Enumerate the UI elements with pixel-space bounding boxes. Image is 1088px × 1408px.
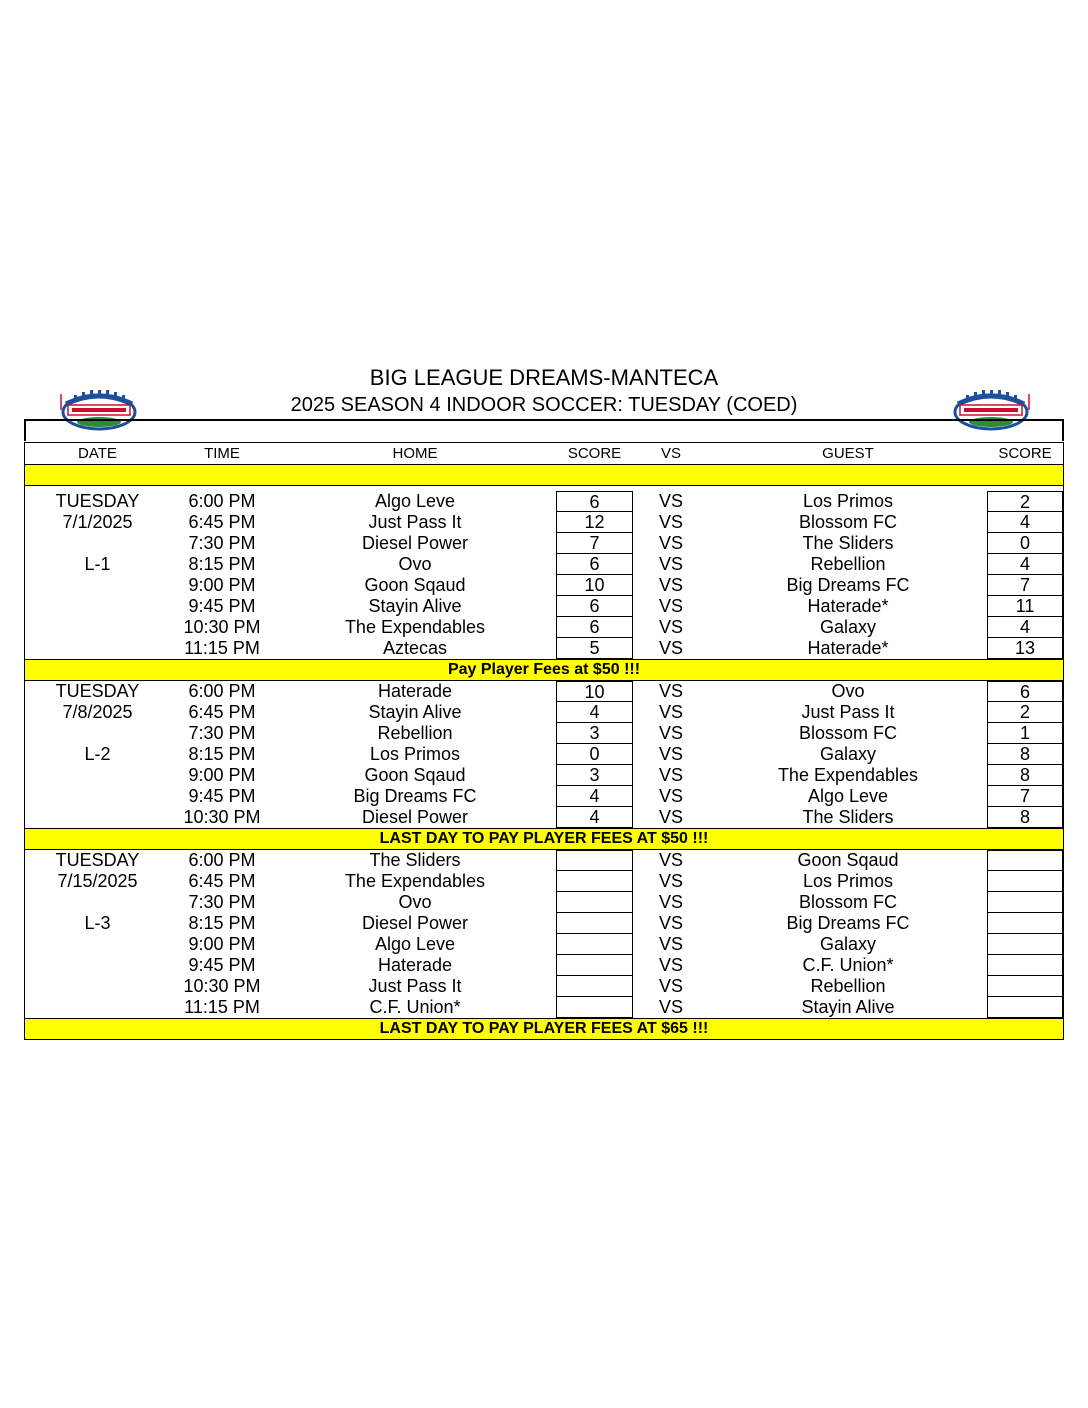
guest-team-cell: Algo Leve bbox=[807, 786, 889, 806]
vs-cell: VS bbox=[658, 976, 683, 996]
vs-cell: VS bbox=[658, 871, 683, 891]
guest-score-cell: 7 bbox=[987, 786, 1063, 807]
date-cell bbox=[25, 575, 170, 596]
guest-team-cell: Big Dreams FC bbox=[786, 575, 910, 595]
vs-cell: VS bbox=[658, 850, 683, 870]
page-subtitle: 2025 SEASON 4 INDOOR SOCCER: TUESDAY (COED) bbox=[290, 394, 798, 416]
guest-score-cell bbox=[987, 913, 1063, 934]
table-row bbox=[25, 617, 1063, 638]
time-cell: 10:30 PM bbox=[183, 807, 261, 827]
guest-score-cell: 0 bbox=[987, 533, 1063, 554]
column-header-home-score: SCORE bbox=[567, 445, 622, 462]
table-row bbox=[25, 702, 1063, 723]
home-score-cell bbox=[556, 955, 633, 976]
guest-score-cell: 2 bbox=[987, 702, 1063, 723]
time-cell: 9:00 PM bbox=[188, 765, 256, 785]
vs-cell: VS bbox=[658, 512, 683, 532]
guest-team-cell: Haterade* bbox=[807, 638, 889, 658]
home-team-cell: Stayin Alive bbox=[368, 702, 462, 722]
home-team-cell: Algo Leve bbox=[374, 491, 456, 511]
home-score-cell bbox=[556, 913, 633, 934]
home-team-cell: Diesel Power bbox=[361, 533, 469, 553]
home-team-cell: Stayin Alive bbox=[368, 596, 462, 616]
time-cell: 9:45 PM bbox=[188, 596, 256, 616]
fee-notice-banner: Pay Player Fees at $50 !!! bbox=[25, 659, 1063, 681]
guest-team-cell: The Sliders bbox=[802, 533, 894, 553]
vs-cell: VS bbox=[658, 807, 683, 827]
vs-cell: VS bbox=[658, 913, 683, 933]
home-score-cell: 3 bbox=[556, 765, 633, 786]
date-cell bbox=[25, 723, 170, 744]
time-cell: 9:00 PM bbox=[188, 934, 256, 954]
date-cell bbox=[25, 596, 170, 617]
vs-cell: VS bbox=[658, 723, 683, 743]
table-row bbox=[25, 765, 1063, 786]
table-row bbox=[25, 638, 1063, 659]
vs-cell: VS bbox=[658, 596, 683, 616]
home-score-cell: 0 bbox=[556, 744, 633, 765]
table-row bbox=[25, 955, 1063, 976]
home-team-cell: Ovo bbox=[398, 892, 432, 912]
table-row bbox=[25, 596, 1063, 617]
home-team-cell: Goon Sqaud bbox=[364, 765, 466, 785]
guest-team-cell: Blossom FC bbox=[798, 512, 897, 532]
date-cell bbox=[25, 976, 170, 997]
table-row bbox=[25, 786, 1063, 807]
date-cell: 7/1/2025 bbox=[62, 512, 133, 532]
fee-notice-banner: LAST DAY TO PAY PLAYER FEES AT $65 !!! bbox=[25, 1018, 1063, 1039]
home-team-cell: Big Dreams FC bbox=[353, 786, 477, 806]
date-cell bbox=[25, 786, 170, 807]
guest-team-cell: Stayin Alive bbox=[801, 997, 895, 1017]
time-cell: 6:00 PM bbox=[188, 491, 256, 511]
guest-score-cell: 4 bbox=[987, 512, 1063, 533]
vs-cell: VS bbox=[658, 617, 683, 637]
guest-score-cell bbox=[987, 976, 1063, 997]
date-cell bbox=[25, 807, 170, 828]
vs-cell: VS bbox=[658, 786, 683, 806]
date-cell bbox=[25, 892, 170, 913]
time-cell: 9:45 PM bbox=[188, 786, 256, 806]
column-header-time: TIME bbox=[204, 445, 240, 462]
column-header-guest: GUEST bbox=[822, 445, 874, 462]
time-cell: 11:15 PM bbox=[184, 997, 260, 1017]
home-team-cell: The Expendables bbox=[344, 617, 486, 637]
schedule-table bbox=[24, 442, 1064, 1040]
guest-score-cell: 8 bbox=[987, 744, 1063, 765]
home-team-cell: C.F. Union* bbox=[369, 997, 461, 1017]
time-cell: 7:30 PM bbox=[188, 533, 256, 553]
time-cell: 8:15 PM bbox=[188, 554, 256, 574]
guest-team-cell: The Expendables bbox=[777, 765, 919, 785]
time-cell: 6:00 PM bbox=[188, 850, 256, 870]
guest-team-cell: Blossom FC bbox=[798, 892, 897, 912]
guest-score-cell bbox=[987, 850, 1063, 871]
guest-score-cell: 4 bbox=[987, 617, 1063, 638]
column-header-guest-score: SCORE bbox=[998, 445, 1052, 462]
guest-score-cell bbox=[987, 997, 1063, 1018]
vs-cell: VS bbox=[658, 997, 683, 1017]
home-team-cell: Algo Leve bbox=[374, 934, 456, 954]
table-row bbox=[25, 807, 1063, 828]
vs-cell: VS bbox=[658, 681, 683, 701]
guest-team-cell: Ovo bbox=[831, 681, 865, 701]
home-score-cell: 7 bbox=[556, 533, 633, 554]
guest-team-cell: Blossom FC bbox=[798, 723, 897, 743]
date-cell bbox=[25, 955, 170, 976]
home-team-cell: Ovo bbox=[398, 554, 432, 574]
guest-score-cell bbox=[987, 934, 1063, 955]
table-row bbox=[25, 744, 1063, 765]
home-team-cell: Diesel Power bbox=[361, 913, 469, 933]
guest-team-cell: Haterade* bbox=[807, 596, 889, 616]
vs-cell: VS bbox=[658, 955, 683, 975]
time-cell: 10:30 PM bbox=[183, 617, 261, 637]
date-cell: 7/8/2025 bbox=[62, 702, 133, 722]
guest-score-cell: 8 bbox=[987, 807, 1063, 828]
home-team-cell: Just Pass It bbox=[368, 976, 462, 996]
guest-score-cell: 7 bbox=[987, 575, 1063, 596]
time-cell: 8:15 PM bbox=[188, 744, 256, 764]
guest-team-cell: The Sliders bbox=[802, 807, 894, 827]
table-header bbox=[25, 443, 1063, 465]
table-row bbox=[25, 934, 1063, 955]
home-team-cell: Haterade bbox=[377, 681, 453, 701]
date-cell bbox=[25, 765, 170, 786]
table-row bbox=[25, 533, 1063, 554]
date-cell: L-3 bbox=[84, 913, 111, 933]
guest-score-cell: 13 bbox=[987, 638, 1063, 659]
home-score-cell: 3 bbox=[556, 723, 633, 744]
column-header-vs: VS bbox=[660, 445, 681, 462]
home-score-cell bbox=[556, 997, 633, 1018]
guest-team-cell: Rebellion bbox=[810, 554, 886, 574]
home-score-cell bbox=[556, 934, 633, 955]
header-bar bbox=[24, 419, 1064, 441]
vs-cell: VS bbox=[658, 934, 683, 954]
guest-team-cell: Galaxy bbox=[819, 934, 877, 954]
table-row bbox=[25, 997, 1063, 1018]
home-score-cell: 4 bbox=[556, 702, 633, 723]
date-cell bbox=[25, 533, 170, 554]
home-team-cell: Haterade bbox=[377, 955, 453, 975]
guest-team-cell: Galaxy bbox=[819, 617, 877, 637]
top-highlight-bar bbox=[25, 465, 1063, 486]
table-row bbox=[25, 575, 1063, 596]
table-row bbox=[25, 491, 1063, 512]
guest-score-cell: 8 bbox=[987, 765, 1063, 786]
home-score-cell bbox=[556, 850, 633, 871]
vs-cell: VS bbox=[658, 765, 683, 785]
vs-cell: VS bbox=[658, 702, 683, 722]
home-score-cell: 4 bbox=[556, 786, 633, 807]
vs-cell: VS bbox=[658, 575, 683, 595]
home-score-cell bbox=[556, 892, 633, 913]
date-cell: 7/15/2025 bbox=[57, 871, 138, 891]
fee-notice-banner: LAST DAY TO PAY PLAYER FEES AT $50 !!! bbox=[25, 828, 1063, 850]
date-cell: L-2 bbox=[84, 744, 111, 764]
home-team-cell: Rebellion bbox=[377, 723, 453, 743]
time-cell: 9:45 PM bbox=[188, 955, 256, 975]
guest-team-cell: Goon Sqaud bbox=[797, 850, 899, 870]
date-cell: TUESDAY bbox=[55, 681, 140, 701]
date-cell bbox=[25, 638, 170, 659]
time-cell: 11:15 PM bbox=[184, 638, 260, 658]
vs-cell: VS bbox=[658, 744, 683, 764]
home-team-cell: Just Pass It bbox=[368, 512, 462, 532]
home-score-cell: 4 bbox=[556, 807, 633, 828]
date-cell: L-1 bbox=[84, 554, 111, 574]
home-score-cell: 6 bbox=[556, 554, 633, 575]
time-cell: 7:30 PM bbox=[188, 892, 256, 912]
guest-team-cell: Los Primos bbox=[802, 491, 894, 511]
home-team-cell: The Sliders bbox=[369, 850, 461, 870]
home-score-cell bbox=[556, 871, 633, 892]
vs-cell: VS bbox=[658, 554, 683, 574]
home-score-cell: 12 bbox=[556, 512, 633, 533]
guest-score-cell: 1 bbox=[987, 723, 1063, 744]
table-row bbox=[25, 512, 1063, 533]
column-header-home: HOME bbox=[392, 445, 438, 462]
guest-score-cell bbox=[987, 892, 1063, 913]
home-score-cell: 6 bbox=[556, 596, 633, 617]
date-cell bbox=[25, 617, 170, 638]
page-title: BIG LEAGUE DREAMS-MANTECA bbox=[369, 365, 719, 390]
date-cell: TUESDAY bbox=[55, 850, 140, 870]
table-row bbox=[25, 681, 1063, 702]
guest-score-cell: 2 bbox=[987, 491, 1063, 512]
table-row bbox=[25, 723, 1063, 744]
home-score-cell: 5 bbox=[556, 638, 633, 659]
guest-score-cell bbox=[987, 871, 1063, 892]
home-score-cell: 6 bbox=[556, 617, 633, 638]
home-team-cell: The Expendables bbox=[344, 871, 486, 891]
time-cell: 6:45 PM bbox=[188, 512, 256, 532]
time-cell: 10:30 PM bbox=[183, 976, 261, 996]
weeks-container bbox=[25, 491, 1063, 1039]
home-score-cell: 6 bbox=[556, 491, 633, 512]
table-row bbox=[25, 976, 1063, 997]
guest-team-cell: Just Pass It bbox=[801, 702, 895, 722]
table-row bbox=[25, 554, 1063, 575]
guest-team-cell: Los Primos bbox=[802, 871, 894, 891]
vs-cell: VS bbox=[658, 892, 683, 912]
guest-score-cell: 4 bbox=[987, 554, 1063, 575]
guest-team-cell: Big Dreams FC bbox=[786, 913, 910, 933]
table-row bbox=[25, 871, 1063, 892]
time-cell: 6:45 PM bbox=[188, 871, 256, 891]
date-cell bbox=[25, 934, 170, 955]
column-header-date: DATE bbox=[78, 445, 117, 462]
table-row bbox=[25, 892, 1063, 913]
table-row bbox=[25, 850, 1063, 871]
guest-team-cell: C.F. Union* bbox=[802, 955, 894, 975]
home-team-cell: Diesel Power bbox=[361, 807, 469, 827]
guest-score-cell: 6 bbox=[987, 681, 1063, 702]
home-score-cell: 10 bbox=[556, 575, 633, 596]
vs-cell: VS bbox=[658, 533, 683, 553]
time-cell: 6:00 PM bbox=[188, 681, 256, 701]
home-score-cell bbox=[556, 976, 633, 997]
home-team-cell: Aztecas bbox=[382, 638, 448, 658]
guest-team-cell: Galaxy bbox=[819, 744, 877, 764]
time-cell: 6:45 PM bbox=[188, 702, 256, 722]
home-team-cell: Los Primos bbox=[369, 744, 461, 764]
time-cell: 7:30 PM bbox=[188, 723, 256, 743]
time-cell: 9:00 PM bbox=[188, 575, 256, 595]
home-score-cell: 10 bbox=[556, 681, 633, 702]
vs-cell: VS bbox=[658, 638, 683, 658]
date-cell: TUESDAY bbox=[55, 491, 140, 511]
guest-score-cell: 11 bbox=[987, 596, 1063, 617]
guest-score-cell bbox=[987, 955, 1063, 976]
vs-cell: VS bbox=[658, 491, 683, 511]
table-row bbox=[25, 913, 1063, 934]
home-team-cell: Goon Sqaud bbox=[364, 575, 466, 595]
date-cell bbox=[25, 997, 170, 1018]
guest-team-cell: Rebellion bbox=[810, 976, 886, 996]
time-cell: 8:15 PM bbox=[188, 913, 256, 933]
